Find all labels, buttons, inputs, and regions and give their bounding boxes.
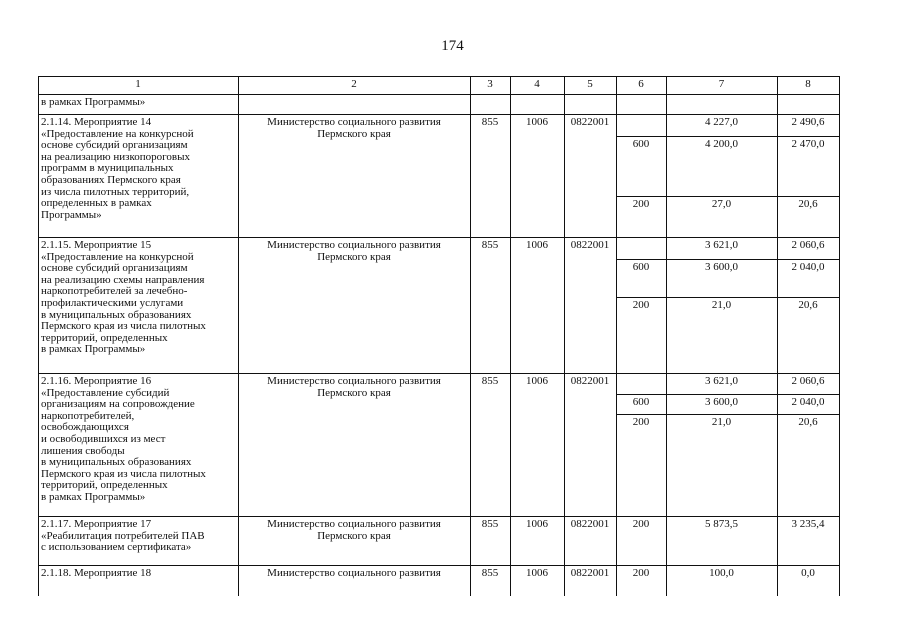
activity-name-line: профилактическими услугами: [41, 297, 184, 309]
amount-col8: 2 060,6: [791, 375, 825, 387]
code-gr: 855: [481, 567, 499, 579]
amount-col7: 3 621,0: [705, 239, 738, 251]
code-target: 0822001: [570, 239, 610, 251]
continuation-text: в рамках Программы»: [41, 96, 146, 108]
activity-name-line: лишения свободы: [41, 444, 125, 457]
code-section: 1006: [526, 239, 548, 251]
col-divider: [777, 114, 778, 237]
amount-col8: 20,6: [798, 416, 818, 428]
code-section: 1006: [526, 116, 548, 128]
responsible-org-line: Пермского края: [317, 250, 391, 263]
code-section: 1006: [526, 567, 548, 579]
column-header-6: 6: [638, 78, 644, 90]
col-divider: [470, 237, 471, 373]
page-number: 174: [441, 38, 464, 54]
budget-table: [38, 76, 839, 596]
activity-name-line: 2.1.15. Мероприятие 15: [41, 239, 152, 251]
code-gr: 855: [481, 116, 499, 128]
amount-col7: 3 600,0: [705, 396, 738, 408]
activity-name-line: в муниципальных образованиях: [41, 308, 192, 321]
amount-col7: 27,0: [711, 198, 732, 210]
activity-name-line: «Предоставление на конкурсной: [41, 250, 194, 263]
activity-name-line: «Реабилитация потребителей ПАВ: [41, 529, 205, 542]
amount-col8: 2 490,6: [791, 116, 825, 128]
activity-name-line: 2.1.18. Мероприятие 18: [41, 567, 152, 579]
activity-name-line: 2.1.14. Мероприятие 14: [41, 116, 152, 128]
code-target: 0822001: [570, 567, 610, 579]
expense-type-code: 200: [632, 198, 650, 210]
responsible-org-line: Министерство социального развития: [267, 116, 441, 128]
code-target: 0822001: [570, 518, 610, 530]
expense-type-code: 200: [632, 299, 650, 311]
header-divider: [38, 94, 840, 95]
code-target: 0822001: [570, 375, 610, 387]
amount-col8: 2 060,6: [791, 239, 825, 251]
activity-name-line: в муниципальных образованиях: [41, 456, 192, 469]
col-divider: [510, 114, 511, 237]
table-border-top: [38, 76, 840, 77]
activity-name-line: Программы»: [41, 208, 102, 221]
responsible-org-line: Министерство социального развития: [267, 567, 441, 579]
col-divider: [666, 114, 667, 237]
table-border-left: [38, 76, 39, 596]
responsible-org-line: Министерство социального развития: [267, 375, 441, 387]
amount-col8: 2 040,0: [791, 261, 825, 273]
responsible-org-line: Пермского края: [317, 386, 391, 399]
column-header-5: 5: [587, 78, 593, 90]
column-header-4: 4: [534, 78, 540, 90]
activity-name-line: территорий, определенных: [41, 331, 168, 344]
amount-col7: 5 873,5: [705, 518, 738, 530]
code-gr: 855: [481, 518, 499, 530]
activity-name-line: Пермского края из числа пилотных: [41, 467, 206, 480]
amount-col8: 2 470,0: [791, 138, 825, 150]
activity-name-line: образованиях Пермского края: [41, 174, 181, 186]
activity-name-line: и освободившихся из мест: [41, 433, 166, 445]
activity-name-line: Пермского края из числа пилотных: [41, 320, 206, 333]
code-section: 1006: [526, 518, 548, 530]
activity-name-line: в рамках Программы»: [41, 343, 146, 356]
amount-col8: 2 040,0: [791, 396, 825, 408]
subrow-divider: [616, 136, 840, 137]
amount-col8: 20,6: [798, 299, 818, 311]
row-divider: [38, 373, 840, 374]
subrow-divider: [616, 259, 840, 260]
col-divider: [470, 373, 471, 516]
activity-name-line: «Предоставление субсидий: [41, 386, 170, 399]
subrow-divider: [616, 297, 840, 298]
amount-col7: 21,0: [711, 416, 732, 428]
expense-type-code: 200: [632, 518, 650, 530]
responsible-org-line: Пермского края: [317, 529, 391, 542]
activity-name-line: освобождающихся: [41, 421, 129, 434]
code-target: 0822001: [570, 116, 610, 128]
activity-name-line: основе субсидий организациям: [41, 262, 188, 275]
activity-name-line: на реализацию низкопороговых: [41, 150, 190, 163]
column-header-1: 1: [135, 78, 141, 90]
activity-name-line: определенных в рамках: [41, 197, 152, 210]
amount-col7: 3 600,0: [705, 261, 738, 273]
row-divider: [38, 114, 840, 115]
col-divider: [564, 237, 565, 373]
amount-col7: 4 227,0: [705, 116, 738, 128]
activity-name-line: основе субсидий организациям: [41, 139, 188, 152]
activity-name-line: 2.1.17. Мероприятие 17: [41, 518, 152, 530]
amount-col7: 3 621,0: [705, 375, 738, 387]
row-divider: [38, 516, 840, 517]
expense-type-code: 200: [632, 567, 650, 579]
col-divider: [470, 114, 471, 237]
activity-name-line: организациям на сопровождение: [41, 398, 195, 411]
expense-type-code: 600: [632, 138, 650, 150]
col-divider: [564, 114, 565, 237]
column-header-8: 8: [805, 78, 811, 90]
table-border-right: [839, 76, 840, 596]
responsible-org-line: Пермского края: [317, 127, 391, 140]
subrow-divider: [616, 196, 840, 197]
code-gr: 855: [481, 239, 499, 251]
expense-type-code: 600: [632, 396, 650, 408]
amount-col7: 4 200,0: [705, 138, 738, 150]
subrow-divider: [616, 394, 840, 395]
activity-name-line: на реализацию схемы направления: [41, 273, 205, 286]
activity-name-line: территорий, определенных: [41, 479, 168, 492]
expense-type-code: 600: [632, 261, 650, 273]
activity-name-line: «Предоставление на конкурсной: [41, 127, 194, 140]
amount-col8: 3 235,4: [791, 518, 825, 530]
code-section: 1006: [526, 375, 548, 387]
amount-col8: 0,0: [801, 567, 815, 579]
row-divider: [38, 237, 840, 238]
col-divider: [564, 373, 565, 516]
activity-name-line: программ в муниципальных: [41, 162, 174, 175]
responsible-org-line: Министерство социального развития: [267, 239, 441, 251]
amount-col7: 21,0: [711, 299, 732, 311]
subrow-divider: [616, 414, 840, 415]
amount-col8: 20,6: [798, 198, 818, 210]
activity-name-line: в рамках Программы»: [41, 491, 146, 503]
row-divider: [38, 565, 840, 566]
column-header-3: 3: [487, 78, 493, 90]
activity-name-line: наркопотребителей за лечебно-: [41, 285, 188, 298]
activity-name-line: наркопотребителей,: [41, 409, 135, 422]
col-divider: [510, 373, 511, 516]
column-header-7: 7: [718, 78, 725, 90]
code-gr: 855: [481, 375, 499, 387]
responsible-org-line: Министерство социального развития: [267, 518, 441, 530]
amount-col7: 100,0: [709, 567, 734, 579]
activity-name-line: из числа пилотных территорий,: [41, 185, 190, 198]
col-divider: [510, 237, 511, 373]
expense-type-code: 200: [632, 416, 650, 428]
col-divider: [616, 114, 617, 237]
column-header-2: 2: [351, 78, 357, 90]
activity-name-line: с использованием сертификата»: [41, 541, 192, 554]
activity-name-line: 2.1.16. Мероприятие 16: [41, 375, 152, 387]
